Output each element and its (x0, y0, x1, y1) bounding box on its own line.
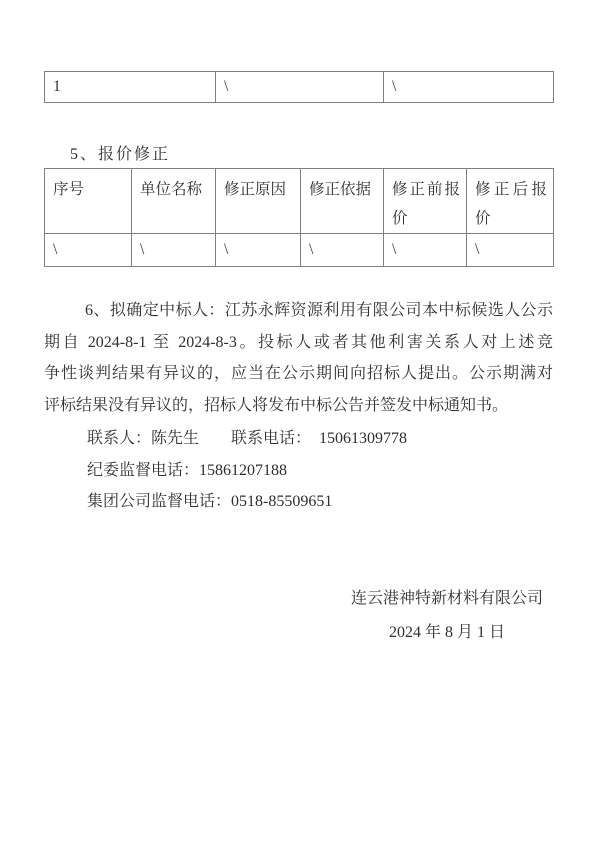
cell-correction-reason: \ (216, 234, 301, 267)
table-row (45, 234, 554, 267)
company-name: 连云港神特新材料有限公司 (350, 589, 543, 607)
section-6-paragraph (44, 295, 553, 421)
table-row (45, 72, 554, 103)
contact-block (44, 423, 553, 518)
paragraph-line: 期自 2024-8-1 至 2024-8-3。投标人或者其他利害关系人对上述竞 (44, 333, 553, 351)
signature-block (347, 582, 547, 650)
cell-serial: \ (45, 234, 132, 267)
cell-unit-name: \ (132, 234, 216, 267)
contact-person-line: 联系人：陈先生 联系电话： 15061309778 (87, 430, 408, 447)
header-cell-serial-number: 序号 (45, 169, 132, 234)
header-cell-correction-basis: 修正依据 (301, 169, 384, 234)
header-cell-price-before: 修正前报价 (384, 169, 467, 234)
paragraph-line: 争性谈判结果有异议的，应当在公示期间向招标人提出。公示期满对 (44, 365, 553, 382)
cell-correction-basis: \ (301, 234, 384, 267)
issue-date: 2024 年 8 月 1 日 (388, 623, 505, 641)
cell-empty-2: \ (384, 72, 554, 103)
candidate-result-table (44, 71, 554, 103)
discipline-supervision-phone-line: 纪委监督电话：15861207188 (87, 461, 288, 479)
header-cell-correction-reason: 修正原因 (216, 169, 301, 234)
table-header-row (45, 169, 554, 234)
price-correction-table (44, 168, 554, 267)
paragraph-line: 评标结果没有异议的，招标人将发布中标公告并签发中标通知书。 (44, 396, 509, 414)
cell-empty-1: \ (216, 72, 384, 103)
cell-price-after: \ (467, 234, 554, 267)
group-supervision-phone-line: 集团公司监督电话：0518-85509651 (87, 493, 333, 510)
header-cell-unit-name: 单位名称 (132, 169, 216, 234)
cell-serial-number: 1 (45, 72, 216, 103)
header-cell-price-after: 修正后报价 (467, 169, 554, 234)
cell-price-before: \ (384, 234, 467, 267)
section-5-heading: 5、报价修正 (70, 146, 171, 163)
paragraph-line: 6、拟确定中标人：江苏永辉资源利用有限公司本中标候选人公示 (85, 302, 553, 319)
